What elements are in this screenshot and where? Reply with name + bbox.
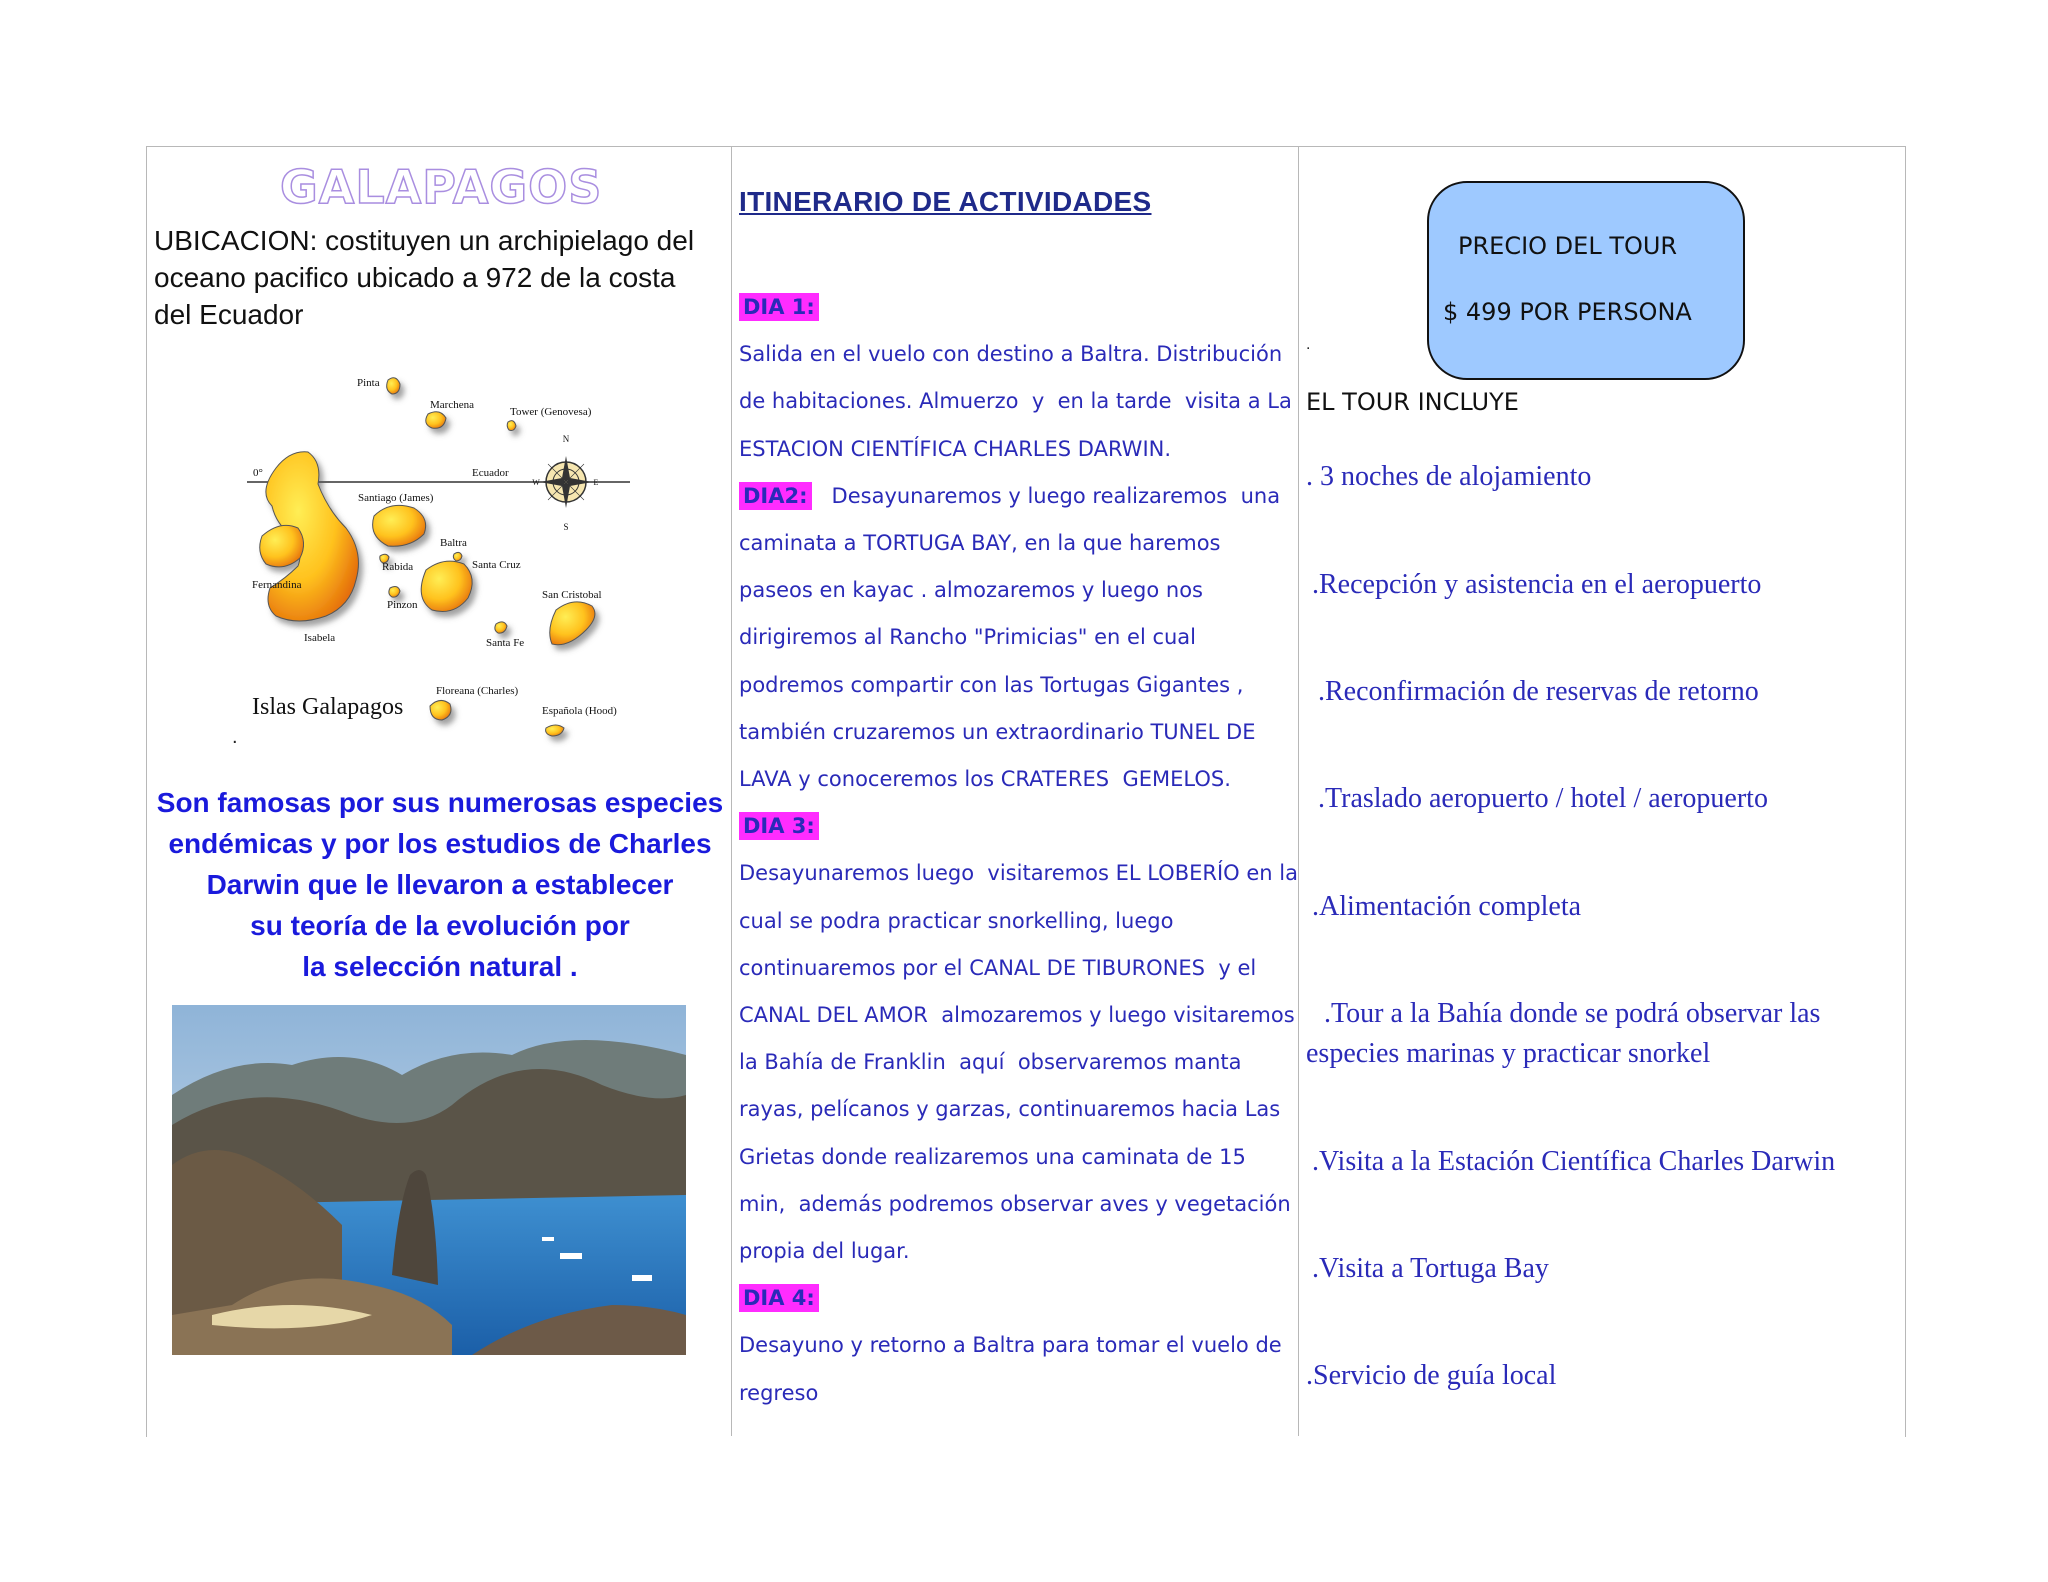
- itinerary-line: [739, 473, 1299, 520]
- compass-rose-icon: [540, 456, 592, 508]
- compass-north-label: N: [562, 434, 570, 444]
- galapagos-landscape-photo: [172, 1005, 686, 1355]
- island-pinta: [387, 378, 400, 394]
- itinerary-line: [739, 567, 1299, 614]
- itinerary-line: [739, 1039, 1299, 1086]
- itinerary-text: CANAL DEL AMOR almozaremos y luego visitaremos: [739, 1003, 1295, 1028]
- day-label: DIA 1:: [739, 293, 819, 321]
- itinerary-line: [739, 1322, 1299, 1369]
- itinerary-text: Desayunaremos y luego realizaremos una: [811, 483, 1281, 508]
- label-baltra: Baltra: [440, 537, 467, 549]
- itinerary-line: [739, 1086, 1299, 1133]
- includes-title: EL TOUR INCLUYE: [1306, 388, 1519, 416]
- includes-item: .Alimentación completa: [1312, 891, 1582, 922]
- price-box: [1427, 181, 1745, 380]
- label-santiago: Santiago (James): [358, 492, 434, 504]
- compass-east-label: E: [593, 478, 599, 487]
- famous-line: Darwin que le llevaron a establecer: [206, 869, 674, 900]
- island-santiago: [373, 505, 426, 546]
- day-label: DIA 3:: [739, 812, 819, 840]
- itinerary-line: [739, 992, 1299, 1039]
- itinerary-line: [739, 709, 1299, 756]
- stray-dot: .: [232, 726, 238, 748]
- label-fernandina: Fernandina: [252, 579, 302, 591]
- includes-item: .Servicio de guía local: [1306, 1360, 1557, 1391]
- day-label: DIA2:: [739, 482, 812, 510]
- itinerary-line: [739, 945, 1299, 992]
- label-isabela: Isabela: [304, 632, 336, 644]
- itinerary-text: propia del lugar.: [739, 1239, 910, 1264]
- day-label: DIA 4:: [739, 1284, 819, 1312]
- brand-title: GALAPAGOS: [280, 160, 603, 214]
- map-title: Islas Galapagos: [252, 694, 404, 720]
- compass-west-label: W: [532, 478, 540, 487]
- column-divider-left: [731, 146, 732, 1436]
- itinerary-line: [739, 1228, 1299, 1275]
- itinerary-text: Desayunaremos luego visitaremos EL LOBERÍO en la: [739, 861, 1298, 886]
- includes-item: .Traslado aeropuerto / hotel / aeropuerto: [1318, 783, 1768, 814]
- island-santa-fe: [495, 622, 507, 633]
- island-baltra: [453, 552, 462, 561]
- includes-item: .Tour a la Bahía donde se podrá observar las: [1324, 998, 1821, 1029]
- includes-item: .Recepción y asistencia en el aeropuerto: [1312, 569, 1762, 600]
- itinerary-line: [739, 850, 1299, 897]
- famous-description: [150, 782, 730, 987]
- itinerary-line: [739, 662, 1299, 709]
- itinerary-text: también cruzaremos un extraordinario TUNEL DE: [739, 719, 1256, 744]
- includes-item: . 3 noches de alojamiento: [1306, 461, 1592, 492]
- equator-label: Ecuador: [472, 467, 509, 479]
- label-tower: Tower (Genovesa): [510, 406, 592, 418]
- price-title: PRECIO DEL TOUR: [1458, 232, 1678, 260]
- famous-line: su teoría de la evolución por: [250, 910, 630, 941]
- itinerary-text: Desayuno y retorno a Baltra para tomar el vuelo de: [739, 1333, 1282, 1358]
- famous-line: la selección natural .: [302, 951, 578, 982]
- galapagos-map: [240, 358, 640, 748]
- label-rabida: Rabida: [382, 561, 414, 573]
- label-pinzon: Pinzon: [387, 599, 418, 611]
- itinerary-line: [739, 1134, 1299, 1181]
- itinerary-text: caminata a TORTUGA BAY, en la que haremos: [739, 531, 1221, 556]
- itinerary-text: de habitaciones. Almuerzo y en la tarde visita a La: [739, 389, 1292, 414]
- includes-item: especies marinas y practicar snorkel: [1306, 1038, 1711, 1069]
- degree-label: 0°: [253, 467, 263, 479]
- itinerary-line: [739, 756, 1299, 803]
- compass-south-label: S: [563, 522, 569, 532]
- island-fernandina: [260, 525, 304, 567]
- itinerary-title: ITINERARIO DE ACTIVIDADES: [739, 186, 1152, 217]
- itinerary-line: [739, 1181, 1299, 1228]
- itinerary-text: Grietas donde realizaremos una caminata de 15: [739, 1144, 1246, 1169]
- itinerary-text: Salida en el vuelo con destino a Baltra. Distribución: [739, 342, 1283, 367]
- itinerary-line: [739, 614, 1299, 661]
- itinerary-text: podremos compartir con las Tortugas Gigantes ,: [739, 672, 1244, 697]
- itinerary-line: [739, 284, 1299, 331]
- label-floreana: Floreana (Charles): [436, 685, 519, 697]
- itinerary-line: [739, 520, 1299, 567]
- island-floreana: [430, 700, 451, 720]
- itinerary-text: continuaremos por el CANAL DE TIBURONES y el: [739, 955, 1257, 980]
- label-san-cristobal: San Cristobal: [542, 589, 602, 601]
- label-santa-fe: Santa Fe: [486, 637, 525, 649]
- stray-dot: .: [1306, 336, 1311, 353]
- location-description: UBICACION: costituyen un archipielago del oceano pacifico ubicado a 972 de la costa del Ecuador: [154, 225, 695, 330]
- label-pinta: Pinta: [357, 377, 380, 389]
- label-espanola: Española (Hood): [542, 705, 617, 717]
- includes-item: .Reconfirmación de reservas de retorno: [1318, 676, 1759, 707]
- itinerary-text: la Bahía de Franklin aquí observaremos manta: [739, 1050, 1242, 1075]
- itinerary-text: ESTACION CIENTÍFICA CHARLES DARWIN.: [739, 436, 1172, 461]
- itinerary-text: cual se podra practicar snorkelling, luego: [739, 908, 1174, 933]
- island-pinzon: [389, 587, 400, 598]
- famous-line: Son famosas por sus numerosas especies: [156, 787, 724, 818]
- itinerary-text: LAVA y conoceremos los CRATERES GEMELOS.: [739, 767, 1231, 792]
- itinerary-text: min, además podremos observar aves y vegetación: [739, 1191, 1291, 1216]
- itinerary-line: [739, 803, 1299, 850]
- itinerary-text: dirigiremos al Rancho "Primicias" en el cual: [739, 625, 1197, 650]
- island-espanola: [546, 725, 564, 736]
- itinerary-line: [739, 1275, 1299, 1322]
- includes-item: .Visita a la Estación Científica Charles Darwin: [1312, 1146, 1836, 1177]
- itinerary-line: [739, 1370, 1299, 1417]
- island-santa-cruz: [421, 561, 472, 611]
- itinerary-line: [739, 331, 1299, 378]
- label-marchena: Marchena: [430, 399, 474, 411]
- price-value: $ 499 POR PERSONA: [1443, 298, 1692, 326]
- famous-line: endémicas y por los estudios de Charles: [168, 828, 712, 859]
- itinerary-text: rayas, pelícanos y garzas, continuaremos hacia Las: [739, 1097, 1281, 1122]
- includes-item: .Visita a Tortuga Bay: [1312, 1253, 1549, 1284]
- itinerary-line: [739, 426, 1299, 473]
- label-santa-cruz: Santa Cruz: [472, 559, 521, 571]
- itinerary-text: regreso: [739, 1380, 819, 1405]
- itinerary-line: [739, 378, 1299, 425]
- island-marchena: [426, 412, 446, 429]
- itinerary-text: paseos en kayac . almozaremos y luego nos: [739, 578, 1203, 603]
- itinerary-list: [739, 284, 1299, 1417]
- island-san-cristobal: [550, 602, 595, 645]
- itinerary-line: [739, 898, 1299, 945]
- island-tower: [507, 421, 516, 431]
